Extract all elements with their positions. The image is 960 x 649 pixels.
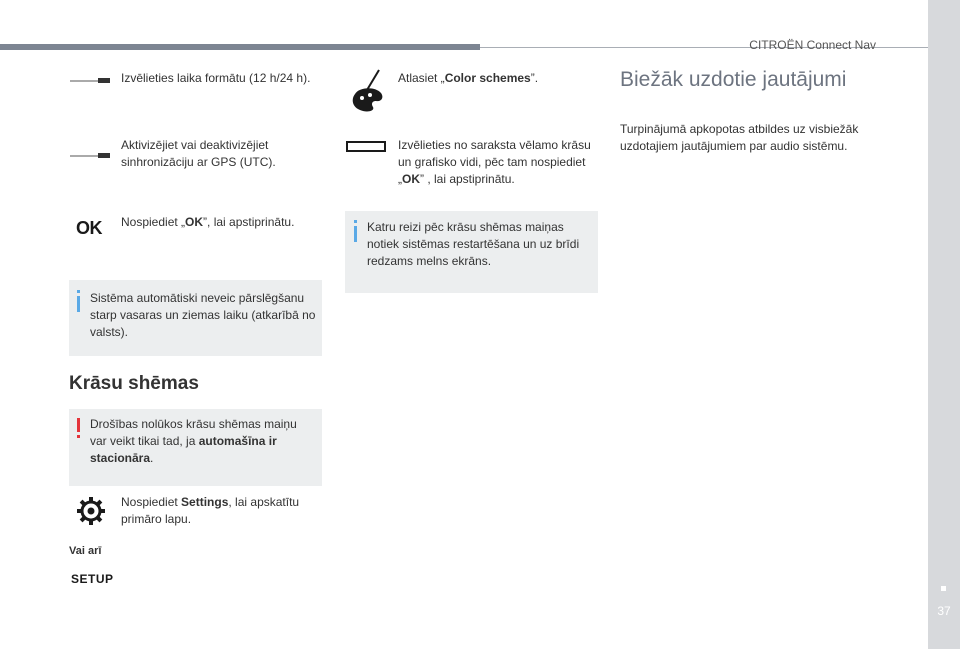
faq-title: Biežāk uzdotie jautājumi bbox=[620, 68, 847, 91]
settings-bold: Settings bbox=[181, 495, 229, 509]
step-open-settings bbox=[121, 494, 321, 528]
mid-step1-pre: Atlasiet „ bbox=[398, 71, 445, 85]
page-number: 37 bbox=[937, 604, 951, 618]
page-sidebar bbox=[928, 0, 960, 649]
section-title-color-schemes: Krāsu shēmas bbox=[69, 373, 199, 394]
settings-gear-icon bbox=[77, 497, 105, 525]
slider-icon bbox=[70, 74, 112, 88]
mid-step2-line1: Izvēlieties no saraksta vēlamo krāsu un grafisko vidi, pēc tam nospiediet bbox=[398, 138, 591, 169]
step-confirm-pre: Nospiediet „ bbox=[121, 215, 186, 229]
settings-post: , lai apskatītu primāro lapu. bbox=[121, 495, 300, 526]
warning-pre: Drošības nolūkos krāsu shēmas maiņu var veikt tikai tad, ja bbox=[90, 417, 297, 448]
palette-icon bbox=[349, 68, 385, 114]
info-icon bbox=[77, 296, 80, 312]
warning-icon bbox=[77, 418, 80, 432]
step-gps-sync: Aktivizējiet vai deaktivizējiet sinhronizāciju ar GPS (UTC). bbox=[121, 138, 276, 169]
step-time-format: Izvēlieties laika formātu (12 h/24 h). bbox=[121, 71, 311, 85]
mid-step1-bold: Color schemes bbox=[444, 71, 531, 85]
mid-step1-post: ”. bbox=[530, 71, 539, 85]
step-confirm-ok bbox=[121, 214, 321, 231]
settings-pre: Nospiediet bbox=[121, 495, 182, 509]
step-confirm-bold: OK bbox=[185, 215, 204, 229]
info-note-dst: Sistēma automātiski neveic pārslēgšanu starp vasaras un ziemas laiku (atkarībā no valsts). bbox=[90, 291, 316, 339]
slider-icon bbox=[70, 149, 112, 163]
mid-step2-pre: „ bbox=[398, 172, 402, 186]
step-select-color-schemes bbox=[398, 70, 593, 87]
ok-text-icon: OK bbox=[76, 218, 102, 238]
page-marker bbox=[941, 586, 946, 591]
mid-step2-bold: OK bbox=[402, 172, 420, 186]
step-confirm-post: ”, lai apstiprinātu. bbox=[203, 215, 295, 229]
step-choose-theme bbox=[398, 137, 594, 188]
info-icon bbox=[354, 226, 357, 242]
header-rule-dark bbox=[0, 44, 480, 50]
faq-intro: Turpinājumā apkopotas atbildes uz visbiežāk uzdotajiem jautājumiem par audio sistēmu. bbox=[620, 122, 859, 153]
or-label: Vai arī bbox=[69, 545, 102, 557]
warning-post: . bbox=[150, 451, 154, 465]
brand-label: CITROËN Connect Nav bbox=[749, 38, 876, 52]
list-select-icon bbox=[346, 141, 388, 153]
info-note-restart: Katru reizi pēc krāsu shēmas maiņas notiek sistēmas restartēšana un uz brīdi redzams melns ekrāns. bbox=[367, 220, 580, 268]
warning-icon-dot bbox=[77, 435, 80, 438]
warning-bold: automašīna ir stacionāra bbox=[90, 434, 277, 465]
info-icon-dot bbox=[77, 290, 80, 293]
mid-step2-post: ” , lai apstiprinātu. bbox=[420, 172, 515, 186]
info-icon-dot bbox=[354, 220, 357, 223]
setup-button-label: SETUP bbox=[71, 572, 114, 586]
warning-note-stationary bbox=[90, 416, 316, 467]
